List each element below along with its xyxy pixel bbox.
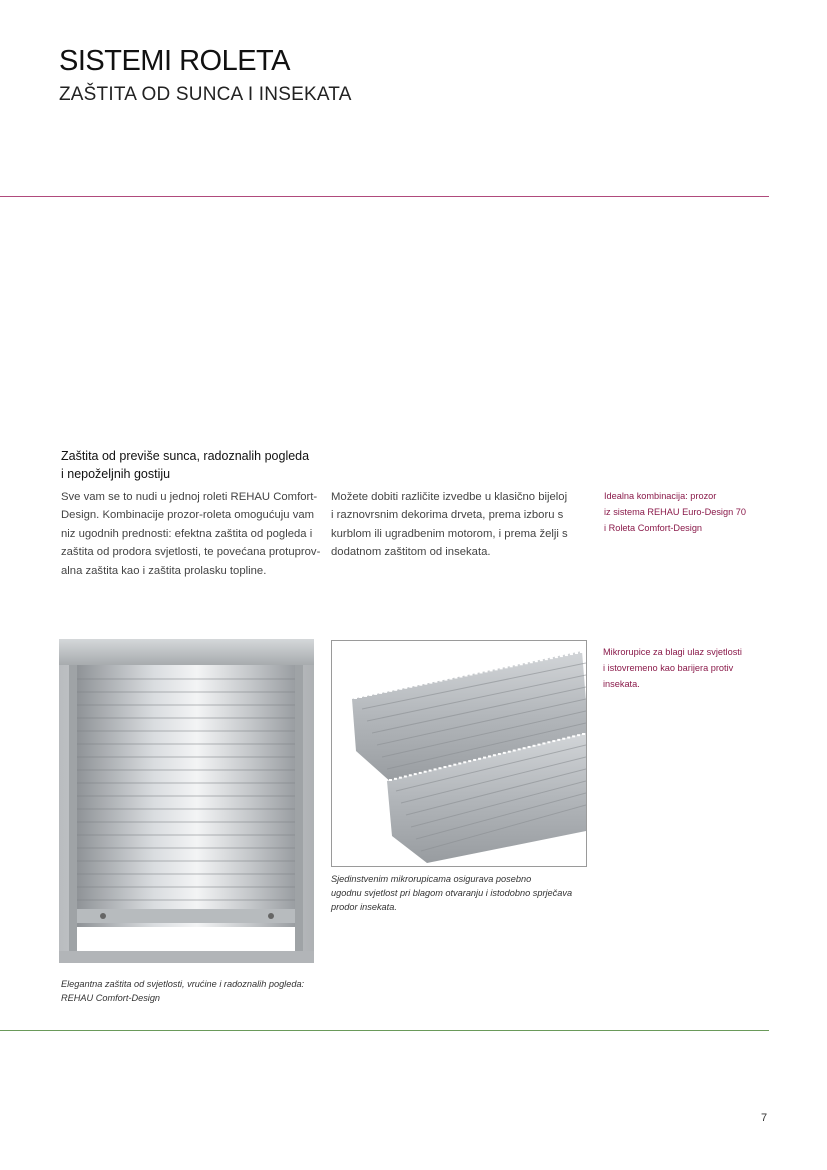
page-number: 7 xyxy=(761,1112,768,1124)
caption-line: prodor insekata. xyxy=(331,902,397,912)
profiles-caption xyxy=(331,872,591,914)
body-line: i raznovrsnim dekorima drveta, prema izboru s xyxy=(331,509,564,522)
body-line: Sve vam se to nudi u jednoj roleti REHAU Comfort- xyxy=(61,491,318,503)
page-subtitle: ZAŠTITA OD SUNCA I INSEKATA xyxy=(59,84,352,105)
bottom-divider xyxy=(0,1030,769,1031)
profile-microholes-image xyxy=(331,640,587,867)
intro-heading-line: Zaštita od previše sunca, radoznalih pogleda xyxy=(61,449,310,463)
intro-column-1 xyxy=(61,488,321,580)
intro-heading-line: i nepoželjnih gostiju xyxy=(61,467,171,481)
intro-heading xyxy=(61,447,321,483)
side-note-line: Mikrorupice za blagi ulaz svjetlosti xyxy=(603,647,742,657)
side-note-line: i Roleta Comfort-Design xyxy=(604,523,703,533)
body-line: dodatnom zaštitom od insekata. xyxy=(331,546,491,559)
page-title: SISTEMI ROLETA xyxy=(59,45,290,77)
caption-line: Sjedinstvenim mikrorupicama osigurava posebno xyxy=(331,874,532,884)
side-note-line: Idealna kombinacija: prozor xyxy=(604,491,717,501)
caption-line: REHAU Comfort-Design xyxy=(61,993,161,1003)
intro-column-2 xyxy=(331,488,581,562)
caption-line: Elegantna zaštita od svjetlosti, vrućine i radoznalih pogleda: xyxy=(61,979,305,989)
side-note-combination xyxy=(604,488,774,536)
body-line: kurblom ili ugradbenim motorom, i prema želji s xyxy=(331,527,568,540)
body-line: alna zaštita kao i zaštita prolasku topline. xyxy=(61,564,267,577)
caption-line: ugodnu svjetlost pri blagom otvaranju i istodobno sprječava xyxy=(331,888,573,898)
body-line: zaštita od prodora svjetlosti, te povećana protuprov- xyxy=(61,546,321,559)
side-note-microholes xyxy=(603,644,773,692)
body-line: niz ugodnih prednosti: efektna zaštita od pogleda i xyxy=(61,527,313,540)
top-divider xyxy=(0,196,769,197)
body-line: Možete dobiti različite izvedbe u klasično bijeloj xyxy=(331,491,568,503)
side-note-line: iz sistema REHAU Euro-Design 70 xyxy=(604,507,746,517)
body-line: Design. Kombinacije prozor-roleta omogućuju vam xyxy=(61,509,315,522)
shutter-caption xyxy=(61,977,321,1005)
side-note-line: insekata. xyxy=(603,679,640,689)
side-note-line: i istovremeno kao barijera protiv xyxy=(603,663,734,673)
roller-shutter-image xyxy=(59,639,314,963)
